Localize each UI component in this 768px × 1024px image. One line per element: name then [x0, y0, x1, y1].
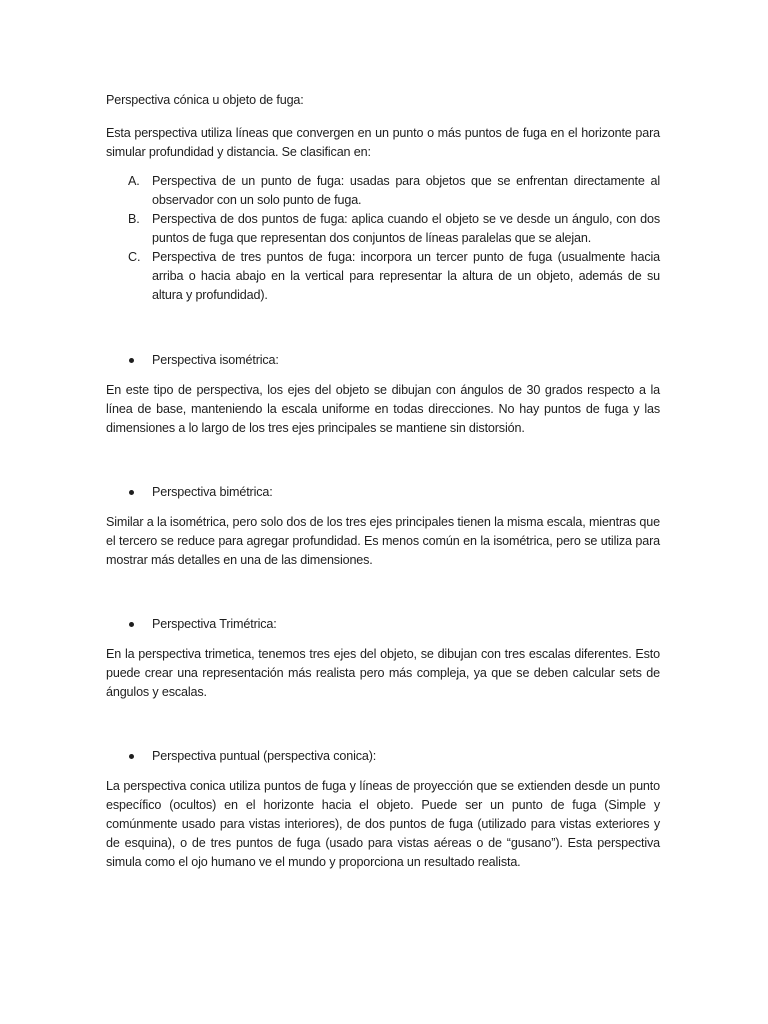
- section-point-perspective: [106, 747, 660, 872]
- section-body: En la perspectiva trimetica, tenemos tres ejes del objeto, se dibujan con tres escalas diferentes. Esto puede crear una representación más realista pero más compleja, ya que se deben calcular sets de ángulos y escalas.: [106, 647, 660, 699]
- list-item-text: Perspectiva de tres puntos de fuga: incorpora un tercer punto de fuga (usualmente hacia arriba o hacia abajo en la vertical para representar la altura de un objeto, además de su altura y profundidad).: [152, 250, 660, 302]
- section-bimetric: [106, 483, 660, 570]
- section-title-text: Perspectiva isométrica:: [152, 353, 279, 367]
- list-marker: C.: [128, 250, 141, 264]
- section-title-text: Perspectiva Trimétrica:: [152, 617, 277, 631]
- spacer: [106, 702, 660, 747]
- list-item: [106, 210, 660, 248]
- spacer: [106, 570, 660, 615]
- document-heading: Perspectiva cónica u objeto de fuga:: [106, 93, 304, 107]
- section-body: En este tipo de perspectiva, los ejes del objeto se dibujan con ángulos de 30 grados respecto a la línea de base, manteniendo la escala uniforme en todas direcciones. No hay puntos de fuga y las dimensiones a lo largo de los tres ejes principales se mantiene sin distorsión.: [106, 383, 660, 435]
- section-title: [106, 483, 660, 502]
- list-marker: A.: [128, 174, 140, 188]
- bullet-icon: [129, 358, 134, 363]
- intro-paragraph: Esta perspectiva utiliza líneas que convergen en un punto o más puntos de fuga en el horizonte para simular profundidad y distancia. Se clasifican en:: [106, 126, 660, 159]
- list-item-text: Perspectiva de dos puntos de fuga: aplica cuando el objeto se ve desde un ángulo, con dos puntos de fuga que representan dos conjuntos de líneas paralelas que se alejan.: [152, 212, 660, 245]
- section-body: Similar a la isométrica, pero solo dos de los tres ejes principales tienen la misma escala, mientras que el tercero se reduce para agregar profundidad. Es menos común en la isométrica, pero se utiliza para mostrar más detalles en una de las dimensiones.: [106, 515, 660, 567]
- section-title: [106, 351, 660, 370]
- list-item-text: Perspectiva de un punto de fuga: usadas para objetos que se enfrentan directamente al observador con un solo punto de fuga.: [152, 174, 660, 207]
- section-body: La perspectiva conica utiliza puntos de fuga y líneas de proyección que se extienden desde un punto específico (ocultos) en el horizonte hacia el objeto. Puede ser un punto de fuga (Simple y comúnmente usado para vistas interiores), de dos puntos de fuga (utilizado para vistas exteriores y de esquina), o de tres puntos de fuga (usado para vistas aéreas o de “gusano”). Esta perspectiva simula como el ojo humano ve el mundo y proporciona un resultado realista.: [106, 779, 660, 869]
- list-item: [106, 248, 660, 305]
- bullet-icon: [129, 754, 134, 759]
- section-trimetric: [106, 615, 660, 702]
- section-title: [106, 615, 660, 634]
- list-marker: B.: [128, 212, 140, 226]
- section-title-text: Perspectiva bimétrica:: [152, 485, 273, 499]
- section-title-text: Perspectiva puntual (perspectiva conica):: [152, 749, 377, 763]
- spacer: [106, 438, 660, 483]
- section-isometric: [106, 351, 660, 438]
- list-item: [106, 172, 660, 210]
- bullet-icon: [129, 622, 134, 627]
- bullet-icon: [129, 490, 134, 495]
- perspective-types-list: [106, 172, 660, 305]
- document-content: [106, 91, 660, 872]
- spacer: [106, 305, 660, 351]
- section-title: [106, 747, 660, 766]
